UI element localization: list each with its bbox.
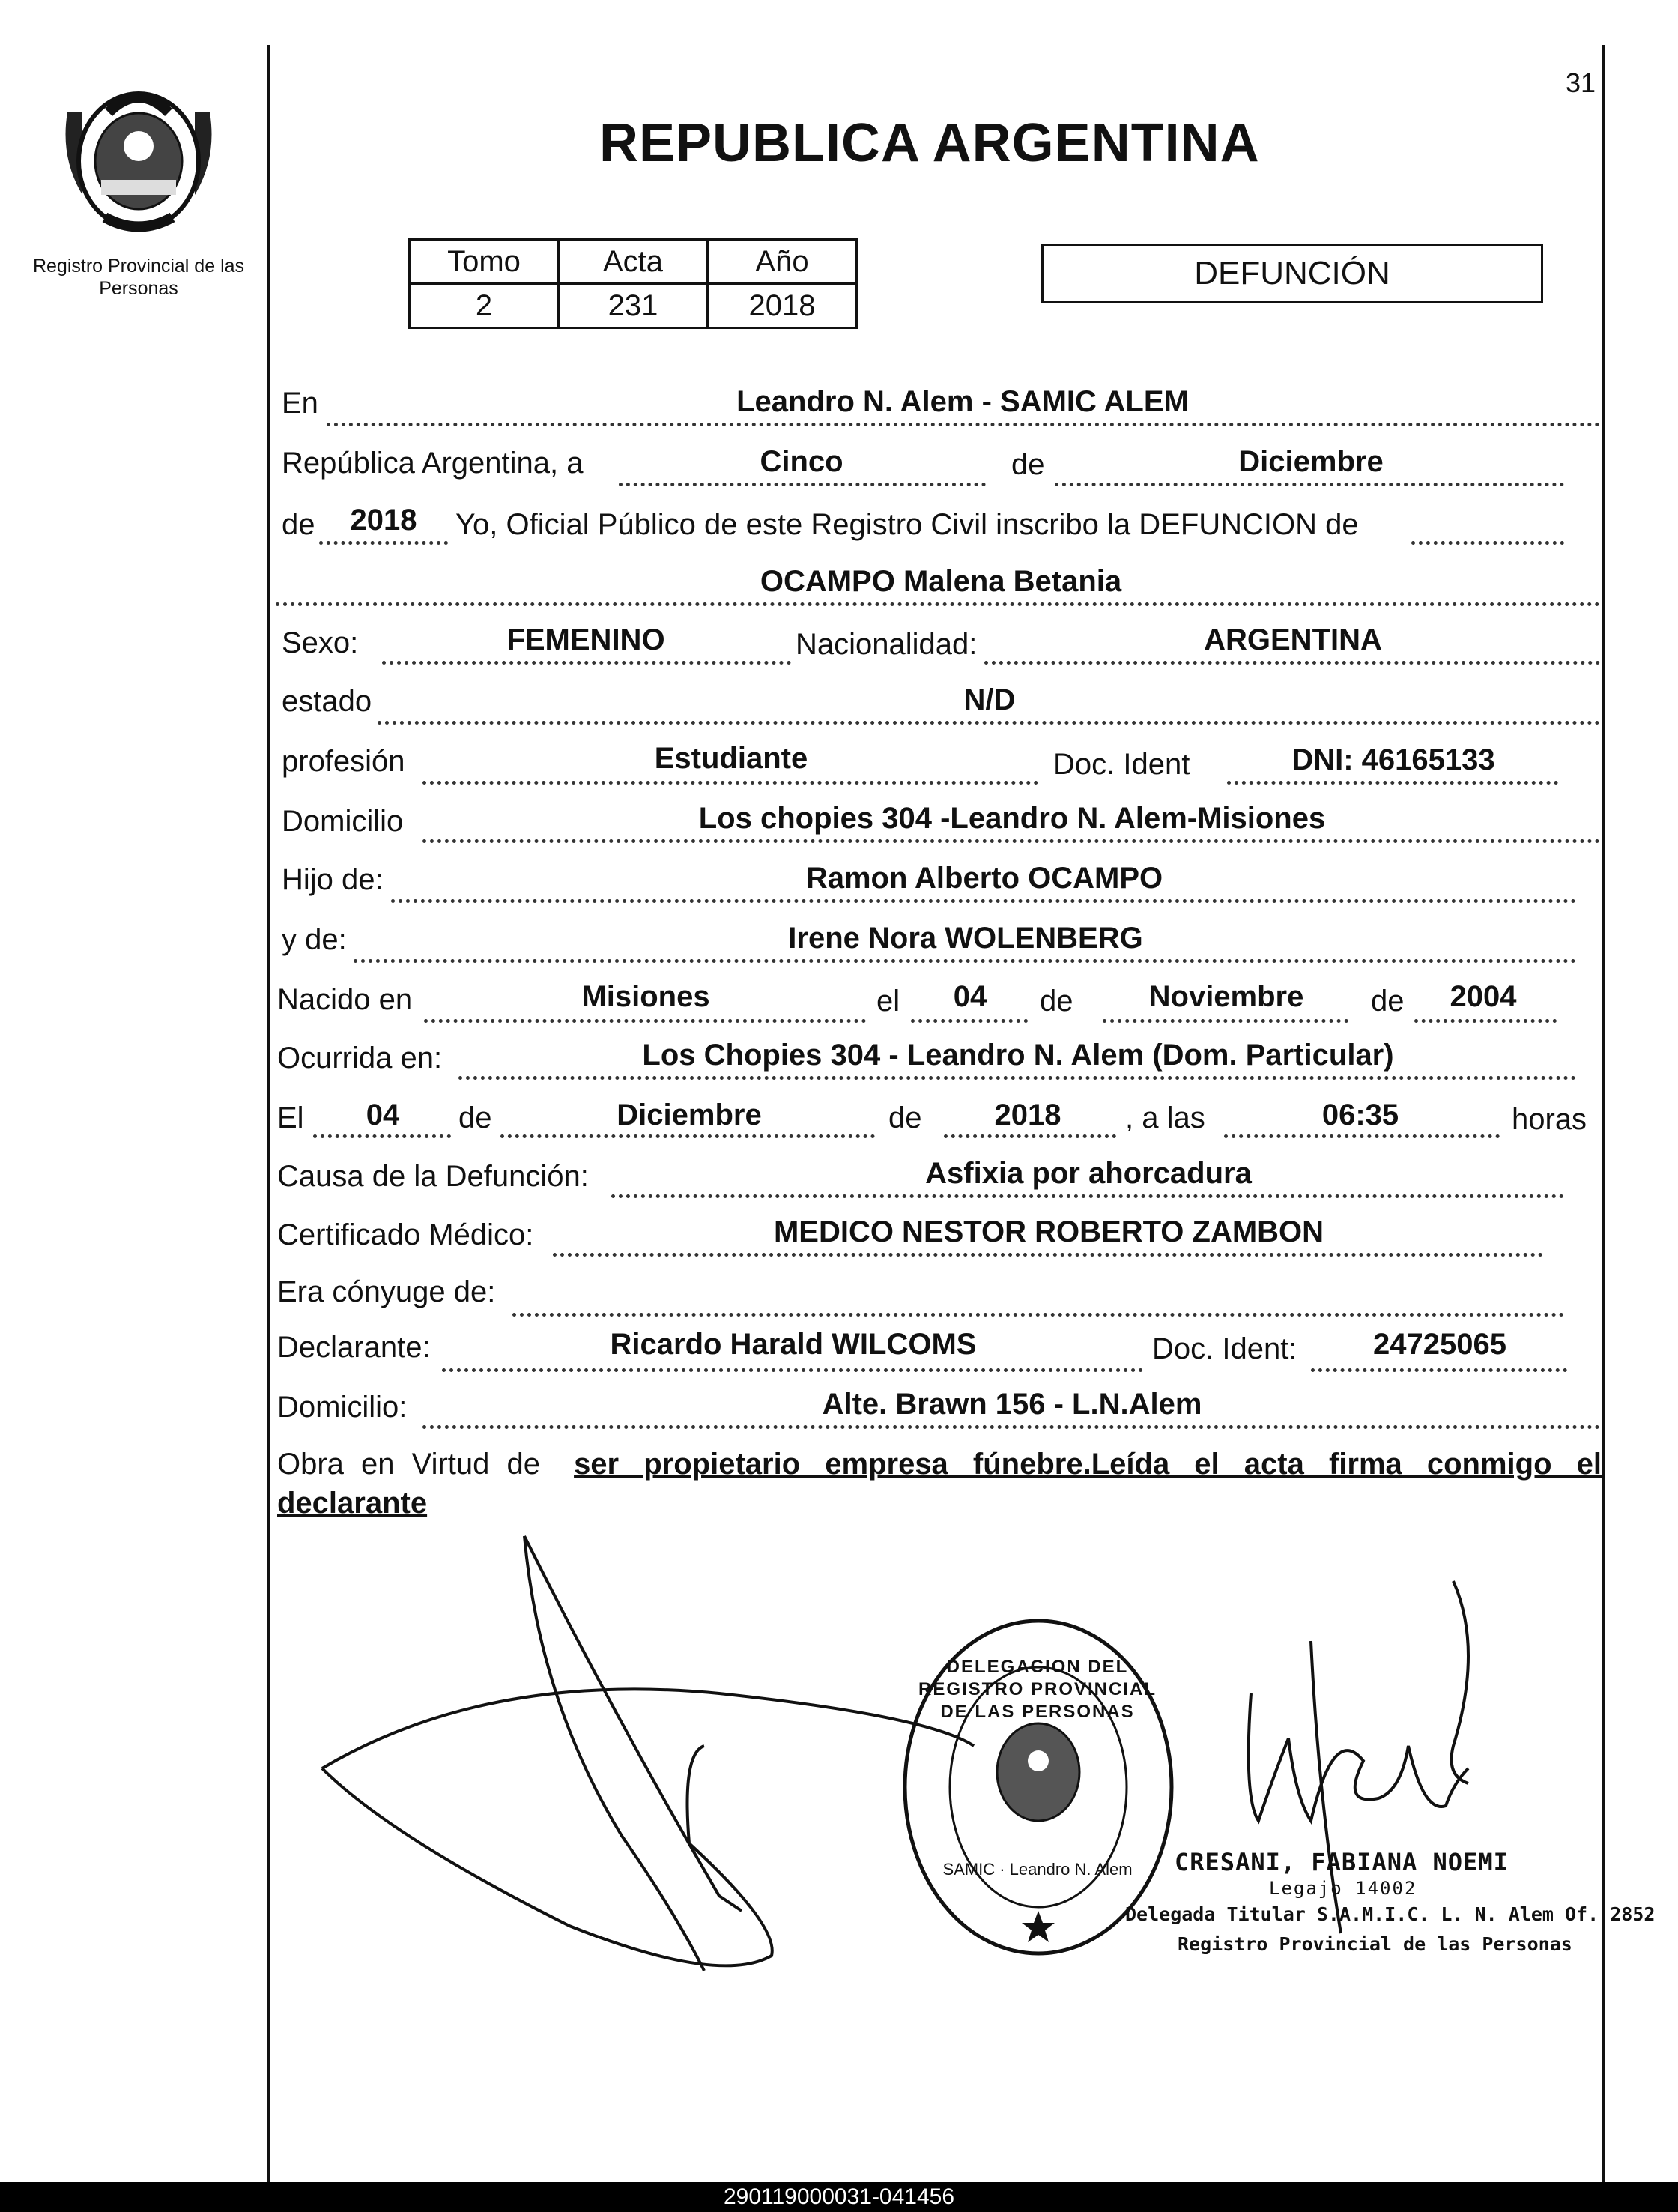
- label-y-de: y de:: [282, 923, 347, 956]
- value-certificado: MEDICO NESTOR ROBERTO ZAMBON: [773, 1215, 1324, 1248]
- ref-header-tomo: Tomo: [410, 240, 559, 284]
- ref-value-tomo: 2: [410, 284, 559, 328]
- line-doc-ident-2: [1311, 1368, 1567, 1372]
- label-ocurrida: Ocurrida en:: [277, 1042, 443, 1075]
- label-a-las: , a las: [1125, 1102, 1205, 1134]
- label-de-birth-1: de: [1040, 985, 1073, 1018]
- label-declarante: Declarante:: [277, 1331, 431, 1364]
- record-type-box: DEFUNCIÓN: [1041, 244, 1543, 303]
- line-domicilio-2: [422, 1425, 1600, 1429]
- value-birth-month: Noviembre: [1148, 980, 1304, 1013]
- label-el-death: El: [277, 1102, 304, 1134]
- value-profesion: Estudiante: [654, 742, 808, 775]
- value-declarante: Ricardo Harald WILCOMS: [610, 1328, 977, 1361]
- seal-outer-text: DELEGACION DEL REGISTRO PROVINCIAL DE LAS PERSONAS: [918, 1657, 1157, 1722]
- value-death-time: 06:35: [1321, 1099, 1399, 1131]
- line-birth-day: [911, 1019, 1028, 1023]
- value-nacionalidad: ARGENTINA: [1204, 623, 1382, 656]
- line-causa: [611, 1194, 1564, 1198]
- value-birth-place: Misiones: [581, 980, 710, 1013]
- line-death-time: [1224, 1134, 1500, 1138]
- line-birth-year: [1414, 1019, 1557, 1023]
- value-day-words: Cinco: [760, 445, 843, 478]
- value-death-year: 2018: [994, 1099, 1061, 1131]
- ref-value-anio: 2018: [708, 284, 857, 328]
- value-death-month: Diciembre: [617, 1099, 762, 1131]
- value-domicilio-2: Alte. Brawn 156 - L.N.Alem: [822, 1388, 1202, 1421]
- ref-value-acta: 231: [559, 284, 708, 328]
- line-profesion: [422, 781, 1038, 785]
- official-office: Registro Provincial de las Personas: [1178, 1933, 1572, 1955]
- line-day-words: [619, 483, 986, 486]
- page-title: REPUBLICA ARGENTINA: [599, 113, 1260, 173]
- seal-inner-text: SAMIC · Leandro N. Alem: [942, 1860, 1133, 1879]
- label-de-year: de: [282, 508, 315, 541]
- label-de-death-2: de: [888, 1102, 922, 1134]
- line-year-registered: [319, 541, 448, 545]
- line-death-year: [944, 1134, 1116, 1138]
- label-hijo: Hijo de:: [282, 863, 384, 896]
- label-estado: estado: [282, 685, 372, 718]
- label-obra: Obra en Virtud de: [277, 1448, 541, 1481]
- value-doc-ident-2: 24725065: [1373, 1328, 1506, 1361]
- line-birth-place: [424, 1019, 866, 1023]
- line-mother: [354, 959, 1576, 963]
- value-domicilio: Los chopies 304 -Leandro N. Alem-Misiones: [698, 802, 1326, 835]
- label-yo-text: Yo, Oficial Público de este Registro Civil inscribo la DEFUNCION de: [455, 508, 1359, 541]
- label-en: En: [282, 387, 318, 420]
- reference-table: [408, 238, 858, 329]
- footer-code: 290119000031-041456: [0, 2182, 1678, 2212]
- official-legajo: Legajo 14002: [1269, 1878, 1417, 1899]
- label-certificado: Certificado Médico:: [277, 1218, 534, 1251]
- line-death-day: [313, 1134, 451, 1138]
- line-place: [327, 423, 1600, 426]
- line-conyuge: [512, 1313, 1564, 1317]
- label-de: de: [1011, 448, 1045, 481]
- value-birth-year: 2004: [1450, 980, 1517, 1013]
- margin-line-right: [1602, 45, 1605, 2182]
- label-horas: horas: [1512, 1103, 1587, 1136]
- label-sexo: Sexo:: [282, 626, 359, 659]
- label-el: el: [876, 985, 900, 1018]
- value-year-registered: 2018: [350, 504, 417, 537]
- label-nacido: Nacido en: [277, 983, 413, 1016]
- line-deceased-name: [276, 602, 1600, 606]
- margin-line-left: [267, 45, 270, 2182]
- label-nacionalidad: Nacionalidad:: [796, 628, 978, 661]
- label-doc-ident: Doc. Ident: [1053, 748, 1190, 781]
- label-profesion: profesión: [282, 745, 405, 778]
- official-role: Delegada Titular S.A.M.I.C. L. N. Alem Of. 2852: [1125, 1903, 1656, 1925]
- value-obra: ser propietario empresa fúnebre.Leída el acta firma conmigo el: [574, 1448, 1602, 1481]
- page-number: 31: [1566, 67, 1596, 98]
- value-obra-2: declarante: [277, 1487, 428, 1520]
- label-de-birth-2: de: [1371, 985, 1405, 1018]
- value-birth-day: 04: [953, 980, 987, 1013]
- value-death-place: Los Chopies 304 - Leandro N. Alem (Dom. Particular): [642, 1039, 1394, 1072]
- line-death-place: [458, 1076, 1576, 1080]
- line-declarante: [442, 1368, 1143, 1372]
- value-mother: Irene Nora WOLENBERG: [788, 922, 1143, 955]
- line-domicilio: [422, 839, 1600, 843]
- line-death-month: [500, 1134, 875, 1138]
- value-place: Leandro N. Alem - SAMIC ALEM: [736, 385, 1189, 418]
- line-month-registered: [1055, 483, 1564, 486]
- value-causa: Asfixia por ahorcadura: [925, 1157, 1252, 1190]
- value-father: Ramon Alberto OCAMPO: [805, 862, 1163, 895]
- label-doc-ident-2: Doc. Ident:: [1152, 1332, 1297, 1365]
- label-domicilio-2: Domicilio:: [277, 1391, 408, 1424]
- line-estado: [378, 721, 1600, 725]
- official-name: CRESANI, FABIANA NOEMI: [1175, 1848, 1509, 1876]
- label-domicilio: Domicilio: [282, 805, 404, 838]
- value-deceased-name: OCAMPO Malena Betania: [760, 565, 1122, 598]
- ref-header-anio: Año: [708, 240, 857, 284]
- value-death-day: 04: [366, 1099, 400, 1131]
- label-conyuge: Era cónyuge de:: [277, 1275, 496, 1308]
- line-birth-month: [1103, 1019, 1348, 1023]
- line-doc-ident: [1227, 781, 1558, 785]
- line-certificado: [553, 1253, 1543, 1257]
- value-month-registered: Diciembre: [1238, 445, 1384, 478]
- line-sexo: [382, 661, 791, 665]
- ref-header-acta: Acta: [559, 240, 708, 284]
- label-republica: República Argentina, a: [282, 447, 584, 480]
- obra-line-1: [277, 1448, 1602, 1481]
- value-doc-ident: DNI: 46165133: [1291, 743, 1495, 776]
- line-father: [391, 899, 1576, 903]
- province-emblem: [52, 67, 225, 247]
- value-sexo: FEMENINO: [506, 623, 665, 656]
- issuer-label: Registro Provincial de las Personas: [32, 256, 245, 299]
- line-yo-tail: [1411, 541, 1564, 545]
- label-de-death-1: de: [458, 1102, 492, 1134]
- label-causa: Causa de la Defunción:: [277, 1160, 589, 1193]
- line-nacionalidad: [984, 661, 1600, 665]
- value-estado: N/D: [963, 683, 1016, 716]
